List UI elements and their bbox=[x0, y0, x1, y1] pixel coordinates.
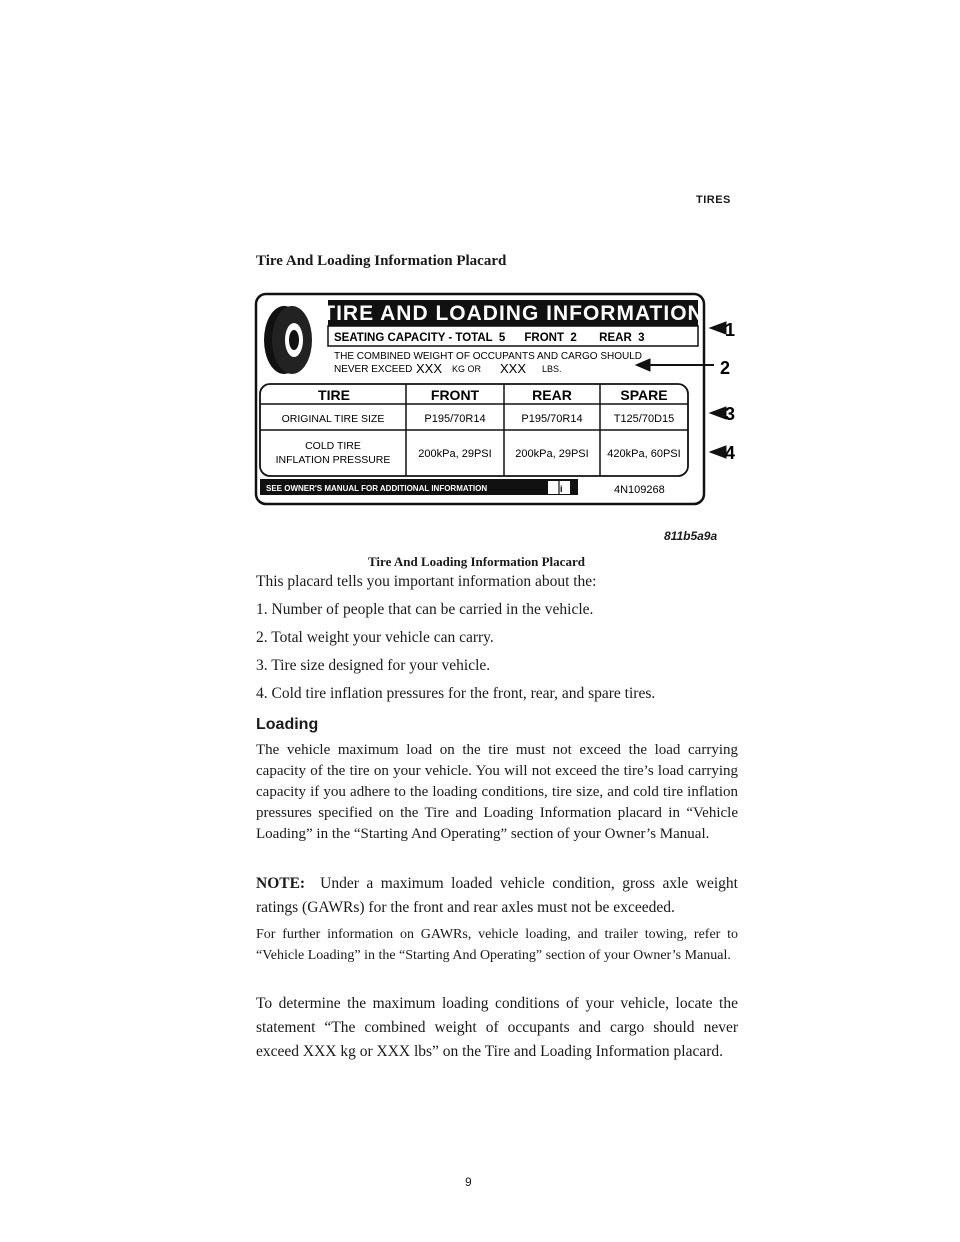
callout-1: 1 bbox=[725, 320, 736, 340]
arrow-4-icon bbox=[710, 446, 726, 458]
col-rear: REAR bbox=[532, 387, 572, 403]
col-spare: SPARE bbox=[620, 387, 668, 403]
list-item: 3. Tire size designed for your vehicle. bbox=[256, 657, 491, 674]
seating-capacity: SEATING CAPACITY - TOTAL 5 FRONT 2 REAR 3 bbox=[334, 332, 645, 344]
list-item: 2. Total weight your vehicle can carry. bbox=[256, 629, 494, 646]
arrow-3-icon bbox=[710, 407, 726, 419]
row-cold-tire-label: COLD TIRE bbox=[305, 440, 361, 452]
lbs-label: LBS. bbox=[542, 364, 562, 374]
section-header: TIRES bbox=[696, 194, 731, 206]
rear-tire-size: P195/70R14 bbox=[521, 413, 583, 425]
callout-4: 4 bbox=[725, 443, 736, 463]
further-info-paragraph: For further information on GAWRs, vehicle loading, and trailer towing, refer to “Vehicle Loading” in the “Starting And Operating” section of your Owner’s Manual. bbox=[256, 927, 738, 963]
row-inflation-label: INFLATION PRESSURE bbox=[275, 454, 391, 466]
note-text: Under a maximum loaded vehicle condition, gross axle weight ratings (GAWRs) for the front and rear axles must not be exceeded. bbox=[256, 875, 738, 916]
placard-heading: TIRE AND LOADING INFORMATION bbox=[322, 302, 704, 325]
spare-tire-size: T125/70D15 bbox=[613, 413, 675, 425]
col-front: FRONT bbox=[430, 387, 480, 403]
list-item: 1. Number of people that can be carried in the vehicle. bbox=[256, 601, 594, 618]
svg-text:i: i bbox=[560, 484, 563, 494]
never-exceed-label: NEVER EXCEED bbox=[334, 364, 413, 375]
manual-icon bbox=[548, 481, 570, 494]
figure-caption: Tire And Loading Information Placard bbox=[368, 554, 585, 569]
callout-2: 2 bbox=[720, 358, 731, 378]
part-number: 4N109268 bbox=[614, 484, 665, 496]
xxx-kg-value: XXX bbox=[416, 361, 443, 376]
determine-loading-paragraph: To determine the maximum loading conditions of your vehicle, locate the statement “The combined weight of occupants and cargo should never exceed XXX kg or XXX lbs” on the Tire and Loading Information placard. bbox=[256, 995, 738, 1060]
callout-3: 3 bbox=[725, 404, 736, 424]
arrow-1-icon bbox=[710, 322, 726, 334]
placard-figure bbox=[254, 292, 754, 554]
front-tire-size: P195/70R14 bbox=[424, 413, 486, 425]
tire-icon bbox=[264, 306, 312, 374]
note-paragraph bbox=[256, 872, 738, 920]
figure-title: Tire And Loading Information Placard bbox=[256, 253, 507, 269]
spare-pressure: 420kPa, 60PSI bbox=[607, 448, 681, 460]
page-number: 9 bbox=[465, 1175, 472, 1189]
front-pressure: 200kPa, 29PSI bbox=[418, 448, 492, 460]
figure-id: 811b5a9a bbox=[664, 529, 718, 543]
list-item: 4. Cold tire inflation pressures for the front, rear, and spare tires. bbox=[256, 685, 656, 702]
kg-or-label: KG OR bbox=[452, 364, 482, 374]
weight-statement: THE COMBINED WEIGHT OF OCCUPANTS AND CARGO SHOULD bbox=[334, 351, 642, 362]
loading-heading: Loading bbox=[256, 716, 319, 733]
loading-paragraph: The vehicle maximum load on the tire must not exceed the load carrying capacity of the tire on your vehicle. You will not exceed the tire’s load carrying capacity if you adhere to the loading conditions, tire size, and cold tire inflation pressures specified on the Tire and Loading Information placard in “Vehicle Loading” in the “Starting And Operating” section of your Owner’s Manual. bbox=[256, 742, 738, 842]
row-original-size-label: ORIGINAL TIRE SIZE bbox=[281, 413, 385, 425]
footer-text: SEE OWNER'S MANUAL FOR ADDITIONAL INFORMATION bbox=[266, 484, 488, 493]
xxx-lbs-value: XXX bbox=[500, 361, 527, 376]
intro-text: This placard tells you important information about the: bbox=[256, 573, 597, 590]
col-tire: TIRE bbox=[318, 387, 350, 403]
rear-pressure: 200kPa, 29PSI bbox=[515, 448, 589, 460]
note-label: NOTE: bbox=[256, 875, 306, 892]
